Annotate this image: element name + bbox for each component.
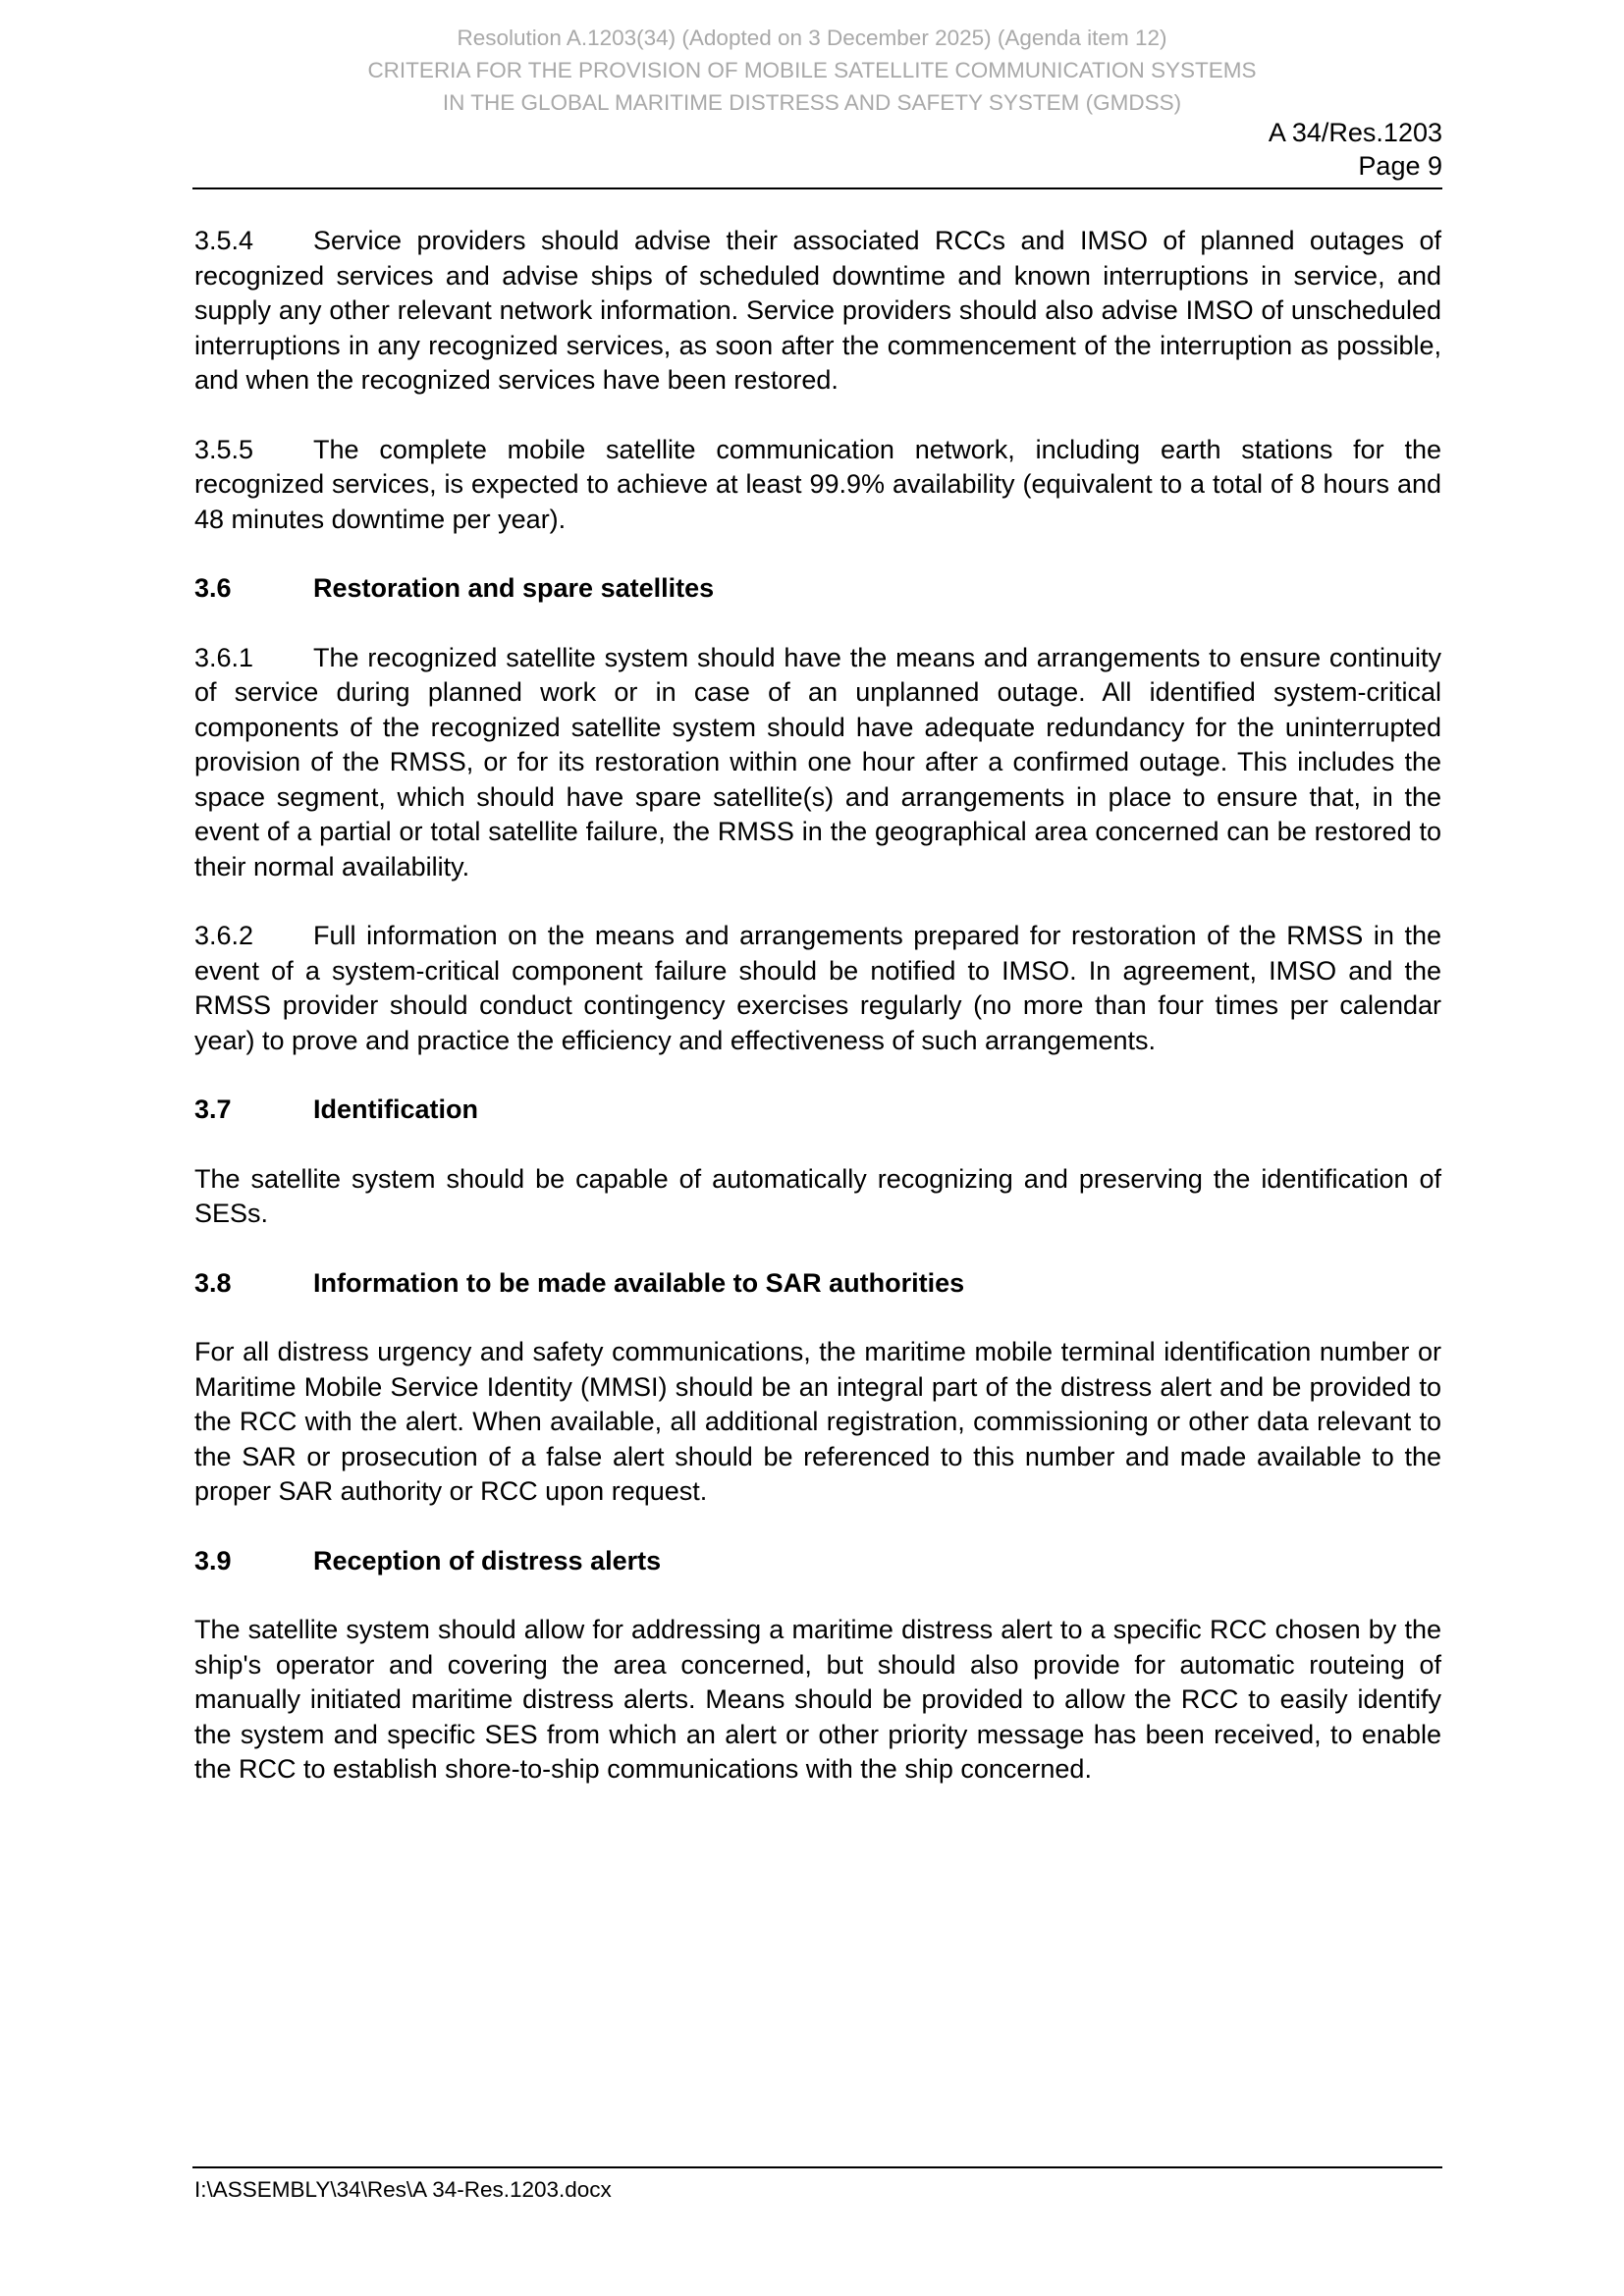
heading-number: 3.7 [194,1095,232,1124]
paragraph-3-9: The satellite system should allow for addressing a maritime distress alert to a specific RCC chosen by the ship's operator and covering the area concerned, but should also provide for automatic routeing of manually initiated maritime distress alerts. Means should be provided to allow the RCC to easily identify the system and specific SES from which an alert or other priority message has been received, to enable the RCC to establish shore-to-ship communications with the ship concerned. [194,1615,1441,1784]
paragraph-text: Service providers should advise their associated RCCs and IMSO of planned outages of recognized services and advise ships of scheduled downtime and known interruptions in service, and supply any other relevant network information. Service providers should also advise IMSO of unscheduled interruptions in any recognized services, as soon after the commencement of the interruption as possible, and when the recognized services have been restored. [194,226,1441,395]
paragraph-3-5-4 [194,224,1441,399]
page-number: Page 9 [1358,151,1442,181]
paragraph-3-5-5 [194,433,1441,538]
heading-3-7 [194,1093,1441,1128]
footer-file-path: I:\ASSEMBLY\34\Res\A 34-Res.1203.docx [194,2177,612,2202]
heading-number: 3.6 [194,573,232,603]
header-rule [192,187,1442,189]
watermark-line-2: CRITERIA FOR THE PROVISION OF MOBILE SATELLITE COMMUNICATION SYSTEMS [367,58,1257,82]
paragraph-3-7: The satellite system should be capable of automatically recognizing and preserving the identification of SESs. [194,1163,1441,1228]
heading-title: Identification [313,1095,478,1124]
heading-title: Reception of distress alerts [313,1545,662,1575]
document-number: A 34/Res.1203 [1268,118,1442,147]
paragraph-3-6-2 [194,919,1441,1058]
paragraph-3-8: For all distress urgency and safety communications, the maritime mobile terminal identification number or Maritime Mobile Service Identity (MMSI) should be an integral part of the distress alert and be provided to the RCC with the alert. When available, all additional registration, commissioning or other data relevant to the SAR or prosecution of a false alert should be referenced to this number and made available to the proper SAR authority or RCC upon request. [194,1337,1441,1506]
heading-3-6 [194,571,1441,607]
paragraph-text: The recognized satellite system should have the means and arrangements to ensure continuity of service during planned work or in case of an unplanned outage. All identified system-critical components of the recognized satellite system should have adequate redundancy for the uninterrupted provision of the RMSS, or for its restoration within one hour after a confirmed outage. This includes the space segment, which should have spare satellite(s) and arrangements in place to ensure that, in the event of a partial or total satellite failure, the RMSS in the geographical area concerned can be restored to their normal availability. [194,642,1441,881]
document-body [194,224,1441,1822]
footer-rule [192,2166,1442,2168]
paragraph-number: 3.6.1 [194,642,254,672]
document-reference [1269,116,1442,183]
paragraph-number: 3.5.5 [194,434,254,464]
heading-title: Information to be made available to SAR authorities [313,1267,965,1298]
paragraph-number: 3.6.2 [194,921,254,950]
watermark-line-3: IN THE GLOBAL MARITIME DISTRESS AND SAFETY SYSTEM (GMDSS) [442,90,1182,115]
paragraph-3-6-1 [194,641,1441,885]
heading-3-8 [194,1266,1441,1302]
paragraph-number: 3.5.4 [194,226,254,255]
paragraph-text: The complete mobile satellite communication network, including earth stations for the recognized services, is expected to achieve at least 99.9% availability (equivalent to a total of 8 hours and 48 minutes downtime per year). [194,434,1441,534]
resolution-watermark [0,22,1624,119]
paragraph-text: Full information on the means and arrangements prepared for restoration of the RMSS in the event of a system-critical component failure should be notified to IMSO. In agreement, IMSO and the RMSS provider should conduct contingency exercises regularly (no more than four times per calendar year) to prove and practice the efficiency and effectiveness of such arrangements. [194,921,1441,1055]
heading-number: 3.9 [194,1545,232,1575]
heading-3-9 [194,1544,1441,1579]
heading-title: Restoration and spare satellites [313,573,715,603]
watermark-line-1: Resolution A.1203(34) (Adopted on 3 December 2025) (Agenda item 12) [457,26,1167,50]
heading-number: 3.8 [194,1267,232,1298]
